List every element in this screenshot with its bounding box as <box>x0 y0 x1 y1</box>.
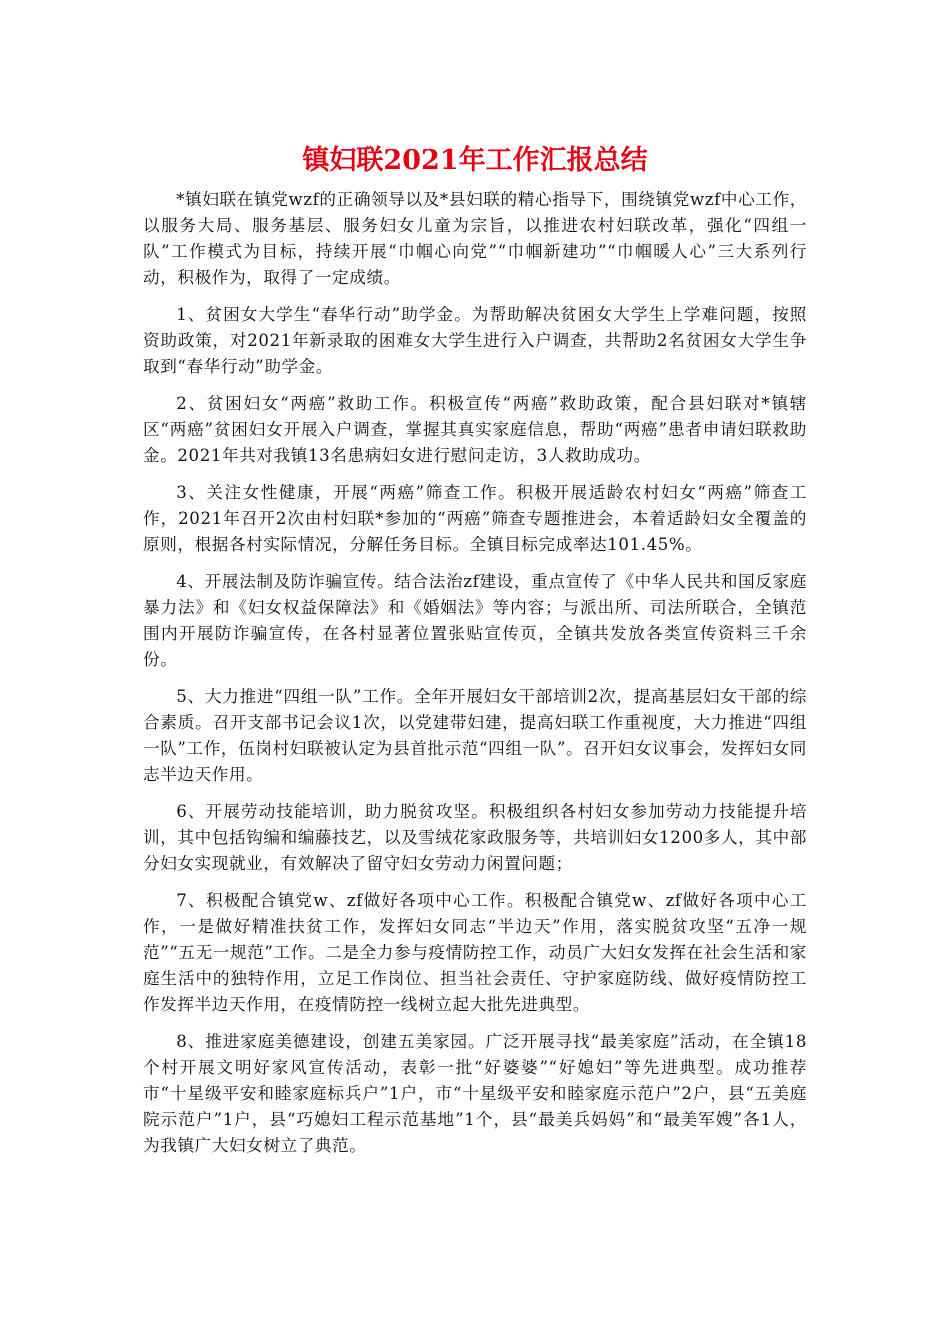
intro-paragraph: *镇妇联在镇党wzf的正确领导以及*县妇联的精心指导下，围绕镇党wzf中心工作，以服务大局、服务基层、服务妇女儿童为宗旨，以推进农村妇联改革，强化“四组一队”工作模式为目标，持续开展“巾帼心向党”“巾帼新建功”“巾帼暖人心”三大系列行动，积极作为，取得了一定成绩。 <box>143 190 807 287</box>
item-paragraph-7: 7、积极配合镇党w、zf做好各项中心工作。积极配合镇党w、zf做好各项中心工作，一是做好精准扶贫工作，发挥妇女同志“半边天”作用，落实脱贫攻坚“五净一规范”“五无一规范”工作。二是全力参与疫情防控工作，动员广大妇女发挥在社会生活和家庭生活中的独特作用，立足工作岗位、担当社会责任、守护家庭防线、做好疫情防控工作发挥半边天作用，在疫情防控一线树立起大批先进典型。 <box>143 891 807 1014</box>
item-paragraph-5: 5、大力推进“四组一队”工作。全年开展妇女干部培训2次，提高基层妇女干部的综合素质。召开支部书记会议1次，以党建带妇建，提高妇联工作重视度，大力推进“四组一队”工作，伍岗村妇联被认定为县首批示范“四组一队”。召开妇女议事会，发挥妇女同志半边天作用。 <box>143 687 807 784</box>
item-paragraph-1: 1、贫困女大学生“春华行动”助学金。为帮助解决贫困女大学生上学难问题，按照资助政策，对2021年新录取的困难女大学生进行入户调查，共帮助2名贫困女大学生争取到“春华行动”助学金。 <box>143 305 807 376</box>
item-paragraph-4: 4、开展法制及防诈骗宣传。结合法治zf建设，重点宣传了《中华人民共和国反家庭暴力法》和《妇女权益保障法》和《婚姻法》等内容；与派出所、司法所联合，全镇范围内开展防诈骗宣传，在各村显著位置张贴宣传页，全镇共发放各类宣传资料三千余份。 <box>143 572 807 669</box>
item-paragraph-6: 6、开展劳动技能培训，助力脱贫攻坚。积极组织各村妇女参加劳动力技能提升培训，其中包括钩编和编藤技艺，以及雪绒花家政服务等，共培训妇女1200多人，其中部分妇女实现就业，有效解决了留守妇女劳动力闲置问题； <box>143 802 807 873</box>
document-body <box>143 187 807 1170</box>
item-paragraph-3: 3、关注女性健康，开展“两癌”筛查工作。积极开展适龄农村妇女“两癌”筛查工作，2021年召开2次由村妇联*参加的“两癌”筛查专题推进会，本着适龄妇女全覆盖的原则，根据各村实际情况，分解任务目标。全镇目标完成率达101.45%。 <box>143 483 807 554</box>
item-paragraph-8: 8、推进家庭美德建设，创建五美家园。广泛开展寻找“最美家庭”活动，在全镇18个村开展文明好家风宣传活动，表彰一批“好婆婆”“好媳妇”等先进典型。成功推荐市“十星级平安和睦家庭标兵户”1户，市“十星级平安和睦家庭示范户”2户，县“五美庭院示范户”1户，县“巧媳妇工程示范基地”1个，县“最美兵妈妈”和“最美军嫂”各1人，为我镇广大妇女树立了典范。 <box>143 1032 807 1155</box>
item-paragraph-2: 2、贫困妇女“两癌”救助工作。积极宣传“两癌”救助政策，配合县妇联对*镇辖区“两癌”贫困妇女开展入户调查，掌握其真实家庭信息，帮助“两癌”患者申请妇联救助金。2021年共对我镇13名患病妇女进行慰问走访，3人救助成功。 <box>143 394 807 465</box>
document-title: 镇妇联2021年工作汇报总结 <box>302 145 648 176</box>
